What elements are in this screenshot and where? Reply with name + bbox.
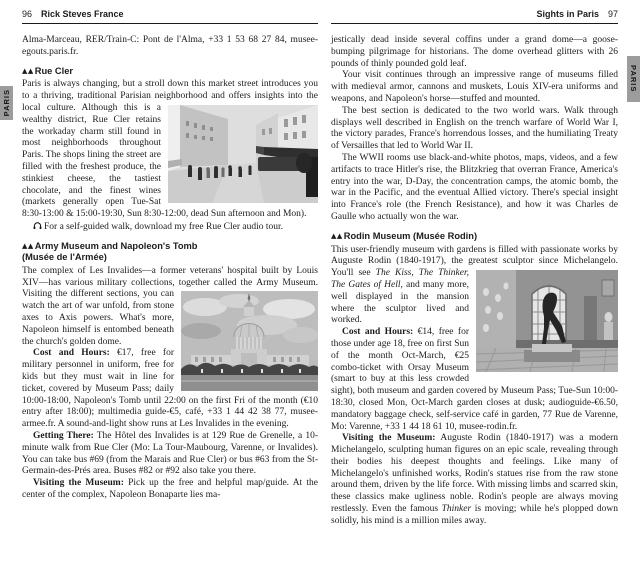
headphones-icon [33, 221, 42, 230]
rue-cler-photo [168, 105, 318, 203]
paris-tab-label: PARIS [2, 89, 11, 117]
continuation-paragraph: Alma-Marceau, RER/Train-C: Pont de l'Alma, +33 1 53 68 27 84, musee-egouts.paris.fr. [22, 35, 318, 57]
rodin-cost-hours-paragraph: Cost and Hours: €14, free for those under age 18, free on first Sun of the month Oct-March, €25 combo-ticket with Orsay Museum (smart to buy at this less crowded sight), both museum and garden covered by Museum Pass; Tue-Sun 10:00-18:30, closed Mon, Oct-March garden closes at dusk; audioguide-€6.50, mandatory baggage check, self-service café in garden, 77 Rue de Varenne, Mo: Varenne, +33 1 44 18 61 10, musee-rodin.fr. [331, 327, 618, 432]
sight-heading-rue-cler [22, 66, 318, 77]
audio-tour-note [22, 221, 318, 234]
rue-cler-paragraph [22, 79, 318, 221]
audio-tour-text: For a self-guided walk, download my free Rue Cler audio tour. [44, 221, 284, 232]
army-getting-there-paragraph: Getting There: The Hôtel des Invalides is at 129 Rue de Grenelle, a 10-minute walk from Rue Cler (Mo: La Tour-Maubourg, Varenne, or Invalides). You can take bus #69 (from the Marais and Rue Cler) or bus #63 from the St-Germain-des-Prés area. Buses #82 or #92 also take you there. [22, 431, 318, 477]
rodin-text-2: Michelangelo. You'll see The Kiss, The Thinker, The Gates of Hell, and many more, well displayed in the mansion where the sculptor lived and worked. [331, 256, 619, 326]
army-visiting-continued-paragraph: jestically dead inside several coffins under a grand dome—a goose-bumping pilgrimage for historians. The dome overhead glitters with 26 pounds of thinly pounded gold leaf. [331, 35, 618, 69]
running-title: Sights in Paris [536, 9, 599, 19]
sight-heading-rodin-museum [331, 231, 618, 242]
rue-cler-text-1: Paris is always changing, but a stroll down this market street introduces you to a thriving, traditional Parisian neighborhood and [22, 79, 318, 102]
right-page-header [331, 9, 618, 24]
left-page [22, 9, 318, 502]
rodin-museum-photo [476, 270, 618, 372]
rating-triangles: ▲▲ [331, 231, 343, 240]
army-world-wars-paragraph: The best section is dedicated to the two world wars. Walk through displays well described in English on the trench warfare of World War I, the victory parades, France's horrendous losses, and the humiliating Treaty of Versailles that led to World War II. [331, 105, 618, 152]
page-number: 97 [607, 9, 618, 19]
sight-title: Rodin Museum (Musée Rodin) [343, 230, 478, 241]
page-number: 96 [22, 9, 33, 19]
rating-triangles: ▲▲ [22, 241, 34, 250]
army-wwii-paragraph: The WWII rooms use black-and-white photos, maps, videos, and a few artifacts to trace Hitler's rise, the Blitzkrieg that overran France, America's entry into the war, D-Day, the concentration camps, the atomic bomb, the war in the Pacific, and the eventual Allied victory. There's special insight into France's role (the French Resistance), and how it was Charles de Gaulle who actually won the war. [331, 152, 618, 222]
rating-triangles: ▲▲ [22, 66, 34, 75]
sight-title: Army Museum and Napoleon's Tomb [34, 240, 198, 251]
paris-tab-label: PARIS [629, 65, 638, 93]
right-page-body [331, 35, 618, 528]
army-museum-paragraph [22, 266, 318, 349]
sight-title: Rue Cler [34, 65, 74, 76]
left-page-body [22, 35, 318, 502]
rue-cler-text-2: offers insights into the local culture. Although this is a wealthy district, Rue Cler retains the workaday charm still found in most neighborhoods throughout Paris. The shops lining the street are filled with the freshest produce, the stinkiest cheese, the tastiest chocolate, and the finest wines (markets generally open Tue-Sat 8:30-13:00 & 15:00-19:30, Sun 8:30-12:00, dead Sun afternoon and Mon). [22, 91, 319, 220]
army-cost-hours-paragraph: Cost and Hours: €17, free for military personnel in uniform, free for kids but they must wait in line for ticket, covered by Museum Pass; daily 10:00-18:00, Napoleon's Tomb until 22:00 on the first Fri of the month (€10 entry after 18:00); multimedia guide-€5, café, +33 1 44 42 38 77, musee-armee.fr. A sound-and-light show runs at Les Invalides in the evening. [22, 348, 318, 430]
army-text-2: Army Museum. Visiting the different sections, you can watch the art of war unfold, from stone axes to Axis powers. What's more, Napoleon himself is entombed beneath the church's golden dome. [22, 277, 319, 347]
army-text-1: The complex of Les Invalides—a former veterans' hospital built by Louis XIV—has various military collections, together called the [22, 265, 318, 288]
army-visiting-paragraph: Visiting the Museum: Pick up the free and helpful map/guide. At the center of the complex, Napoleon Bonaparte lies ma- [22, 478, 318, 500]
rodin-text-1: This user-friendly museum with gardens is filled with passionate works by Auguste Rodin (1840-1917), the greatest sculptor since [331, 244, 618, 267]
left-page-header [22, 9, 318, 24]
les-invalides-photo [181, 291, 318, 391]
sight-heading-army-museum [22, 241, 318, 264]
running-title: Rick Steves France [41, 9, 124, 19]
rodin-intro-paragraph [331, 245, 618, 328]
right-page [331, 9, 618, 528]
paris-chapter-tab-right [627, 56, 640, 102]
paris-chapter-tab-left [0, 86, 13, 120]
army-collections-paragraph: Your visit continues through an impressive range of museums filled with medieval armor, cannons and muskets, Louis XIV-era uniforms and weapons, and Napoleon's horse—stuffed and mounted. [331, 70, 618, 104]
rodin-visiting-paragraph: Visiting the Museum: Auguste Rodin (1840-1917) was a modern Michelangelo, sculpting human figures on an epic scale, revealing through their bodies his deepest thoughts and feelings. Like many of Michelangelo's unfinished works, Rodin's statues rise from the raw stone around them, driven by the life force. With missing limbs and scarred skin, these classics make ugliness noble. Rodin's people are always moving restlessly. Even the famous Thinker is moving; while he's plopped down solidly, his mind is a million miles away. [331, 433, 618, 526]
sight-subtitle: (Musée de l'Armée) [22, 252, 107, 263]
